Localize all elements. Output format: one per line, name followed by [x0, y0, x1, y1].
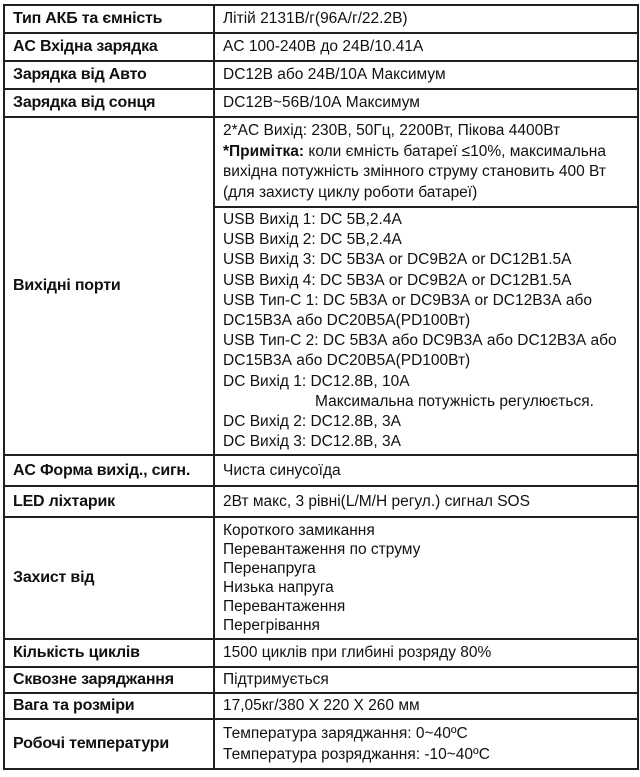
spec-line-ac-output: 2*AC Вихід: 230В, 50Гц, 2200Вт, Пікова 4400Вт [223, 122, 561, 139]
spec-line-temp-charge: Температура заряджання: 0~40ºC [223, 725, 468, 743]
spec-label-solar-charging: Зарядка від сонця [4, 89, 214, 117]
spec-value-passthrough: Підтримується [214, 667, 638, 693]
spec-value-ac-output-block [214, 117, 638, 207]
spec-value-protection [214, 517, 638, 639]
spec-line-dc-out-1-note: Максимальна потужність регулюється. [315, 392, 594, 410]
spec-line-usbc-2b: DC15В3А або DC20В5А(PD100Вт) [223, 352, 471, 370]
note-text: коли ємність батареї ≤10%, максимальна вихідна потужність змінного струму становить 400 Вт (для захисту циклу роботи батареї) [223, 142, 611, 201]
spec-value-battery-type: Літій 2131В/г(96А/г/22.2В) [214, 5, 638, 33]
spec-label-output-ports: Вихідні порти [4, 117, 214, 455]
spec-label-ac-input: AC Вхідна зарядка [4, 33, 214, 61]
spec-value-ac-input: AC 100-240В до 24В/10.41А [214, 33, 638, 61]
table-row-passthrough [4, 667, 638, 693]
table-row-weight-size [4, 693, 638, 719]
spec-line-usb-2: USB Вихід 2: DC 5В,2.4А [223, 231, 402, 249]
spec-value-solar-charging: DC12В~56В/10А Максимум [214, 89, 638, 117]
table-row-operating-temps [4, 719, 638, 769]
spec-line-dc-out-2: DC Вихід 2: DC12.8В, 3А [223, 413, 401, 431]
spec-label-cycles: Кількість циклів [4, 639, 214, 667]
spec-label-passthrough: Сквозне заряджання [4, 667, 214, 693]
table-row-output-ports-ac [4, 117, 638, 207]
spec-value-cycles: 1500 циклів при глибині розряду 80% [214, 639, 638, 667]
spec-label-led: LED ліхтарик [4, 486, 214, 517]
spec-line-temp-discharge: Температура розряджання: -10~40ºC [223, 746, 490, 764]
spec-table [3, 4, 639, 770]
spec-line-protection-1: Короткого замикання [223, 522, 375, 540]
table-row-led [4, 486, 638, 517]
spec-line-protection-3: Перенапруга [223, 560, 316, 578]
spec-line-usb-3: USB Вихід 3: DC 5В3А or DC9В2А or DC12В1.5А [223, 251, 572, 269]
spec-line-protection-4: Низька напруга [223, 579, 334, 597]
spec-line-protection-2: Перевантаження по струму [223, 541, 421, 559]
table-row-car-charging [4, 61, 638, 89]
spec-label-protection: Захист від [4, 517, 214, 639]
table-row-ac-waveform [4, 455, 638, 486]
spec-line-protection-5: Перевантаження [223, 598, 346, 616]
spec-line-usb-4: USB Вихід 4: DC 5В3А or DC9В2А or DC12В1.5А [223, 271, 572, 289]
spec-line-usbc-2a: USB Тип-C 2: DC 5В3А або DC9В3А або DC12В3А або [223, 332, 617, 350]
spec-value-car-charging: DC12В або 24В/10А Максимум [214, 61, 638, 89]
note-label: *Примітка: [223, 142, 305, 160]
spec-label-weight-size: Вага та розміри [4, 693, 214, 719]
spec-label-operating-temps: Робочі температури [4, 719, 214, 769]
table-row-solar-charging [4, 89, 638, 117]
spec-line-dc-out-3: DC Вихід 3: DC12.8В, 3А [223, 433, 401, 451]
table-row-protection [4, 517, 638, 639]
spec-line-dc-out-1: DC Вихід 1: DC12.8В, 10А [223, 372, 410, 390]
spec-value-ac-waveform: Чиста синусоїда [214, 455, 638, 486]
table-row-ac-input [4, 33, 638, 61]
spec-value-dc-usb-block [214, 207, 638, 455]
spec-line-protection-6: Перегрівання [223, 617, 320, 635]
table-row-battery-type [4, 5, 638, 33]
spec-line-usb-1: USB Вихід 1: DC 5В,2.4А [223, 211, 402, 228]
spec-line-usbc-1a: USB Тип-C 1: DC 5В3А or DC9В3А or DC12В3А або [223, 291, 592, 309]
table-row-cycles [4, 639, 638, 667]
spec-line-ac-note [223, 142, 629, 204]
spec-value-operating-temps [214, 719, 638, 769]
spec-label-ac-waveform: AC Форма вихід., сигн. [4, 455, 214, 486]
spec-value-led: 2Вт макс, 3 рівні(L/M/H регул.) сигнал SOS [214, 486, 638, 517]
spec-label-battery-type: Тип АКБ та ємність [4, 5, 214, 33]
spec-line-usbc-1b: DC15В3А або DC20В5А(PD100Вт) [223, 312, 471, 330]
spec-label-car-charging: Зарядка від Авто [4, 61, 214, 89]
spec-value-weight-size: 17,05кг/380 X 220 X 260 мм [214, 693, 638, 719]
